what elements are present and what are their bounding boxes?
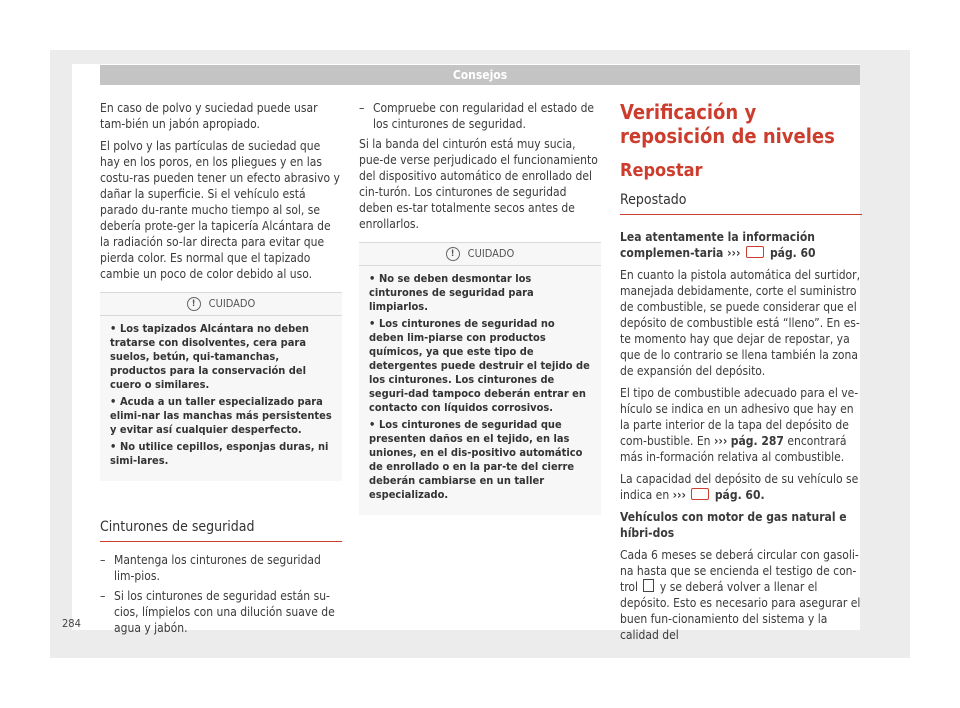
paragraph: En cuanto la pistola automática del surtidor, manejada debidamente, corte el suministro de combustible, se puede considerar que el depósito de combustible está “lleno”. En es-te momento hay que dejar de repostar, ya que de lo contrario se llena también la zona de expansión del depósito. bbox=[620, 268, 861, 378]
lead-paragraph: Lea atentamente la información complemen-taria ››› pág. 60 bbox=[620, 230, 816, 260]
caution-item: • No se deben desmontar los cinturones de seguridad para limpiarlos. bbox=[369, 272, 534, 313]
column-1 bbox=[100, 100, 342, 640]
page-reference-link[interactable]: pág. 287 bbox=[730, 434, 784, 448]
section-header-title: Consejos bbox=[452, 68, 508, 82]
chapter-title: Verificación y reposición de niveles bbox=[620, 100, 835, 148]
section-title: Repostar bbox=[620, 160, 703, 181]
section-header-bar bbox=[100, 65, 860, 85]
section-heading: Cinturones de seguridad bbox=[100, 519, 342, 542]
paragraph: Si la banda del cinturón está muy sucia, pue-de verse perjudicado el funcionamiento del dispositivo automático de enrollado del cin-turón. Los cinturones de seguridad deben es-tar totalmente secos antes de enrollarlos. bbox=[359, 137, 598, 231]
paragraph: El tipo de combustible adecuado para el ve-hículo se indica en un adhesivo que hay en la parte interior de la tapa del depósito de com-bustible. En ››› pág. 287 encontrará más in-formación relativa al combustible. bbox=[620, 386, 859, 464]
caution-label: CUIDADO bbox=[208, 297, 256, 310]
caution-box bbox=[100, 292, 342, 481]
caution-item: • No utilice cepillos, esponjas duras, ni simi-lares. bbox=[110, 440, 329, 467]
column-3 bbox=[620, 100, 862, 649]
paragraph: El polvo y las partículas de suciedad que hay en los poros, en los pliegues y en las costu-ras pueden tener un efecto abrasivo y dañar la superficie. Si el vehículo está parado du-rante mucho tiempo al sol, se debería prote-ger la tapicería Alcántara de la radiación so-lar directa para evitar que pierda color. Es normal que el tapizado cambie un poco de color debido al uso. bbox=[100, 139, 340, 281]
caution-item: • Los cinturones de seguridad no deben lim-piarse con productos químicos, ya que este tipo de detergentes puede destruir el tejido de los cinturones. Los cinturones de seguri-dad tampoco deberán entrar en contacto con líquidos corrosivos. bbox=[369, 317, 590, 414]
paragraph: Cada 6 meses se deberá circular con gasoli-na hasta que se encienda el testigo de con-trol y se deberá volver a llenar el depósito. Esto es necesario para asegurar el buen fun-cionamiento del sistema y la calidad del bbox=[620, 548, 861, 642]
caution-body bbox=[100, 316, 342, 481]
caution-header bbox=[100, 293, 342, 316]
list-item: – Compruebe con regularidad el estado de los cinturones de seguridad. bbox=[359, 101, 595, 131]
caution-body bbox=[359, 266, 601, 515]
page-number: 284 bbox=[62, 617, 81, 630]
caution-item: • Los tapizados Alcántara no deben tratarse con disolventes, cera para suelos, betún, qui-tamanchas, productos para la conservación del cuero o similares. bbox=[110, 322, 309, 391]
book-icon bbox=[746, 246, 764, 258]
fuel-warning-lamp-icon bbox=[643, 579, 654, 592]
warning-icon: ! bbox=[446, 247, 460, 261]
caution-item: • Los cinturones de seguridad que presenten daños en el tejido, en las uniones, en el dis-positivo automático de enrollado o en la par-te del cierre deberán cambiarse en un taller especializado. bbox=[369, 418, 583, 501]
caution-header bbox=[359, 243, 601, 266]
page-reference-link[interactable]: pág. 60. bbox=[714, 488, 765, 502]
subsection-title: Repostado bbox=[620, 192, 862, 215]
page-reference-link[interactable]: pág. 60 bbox=[769, 246, 816, 260]
paragraph: La capacidad del depósito de su vehículo se indica en ››› pág. 60. bbox=[620, 472, 859, 502]
list-item: – Mantenga los cinturones de seguridad lim-pios. bbox=[100, 553, 321, 583]
paragraph: En caso de polvo y suciedad puede usar tam-bién un jabón apropiado. bbox=[100, 101, 318, 131]
bold-heading: Vehículos con motor de gas natural e híbri-dos bbox=[620, 510, 847, 540]
caution-label: CUIDADO bbox=[467, 247, 515, 260]
warning-icon: ! bbox=[187, 297, 201, 311]
book-icon bbox=[691, 488, 709, 500]
caution-box bbox=[359, 242, 601, 515]
list-item: – Si los cinturones de seguridad están su-cios, límpielos con una dilución suave de agua y jabón. bbox=[100, 589, 335, 635]
column-2 bbox=[359, 100, 601, 515]
caution-item: • Acuda a un taller especializado para elimi-nar las manchas más persistentes y evitar así cualquier desperfecto. bbox=[110, 395, 332, 436]
